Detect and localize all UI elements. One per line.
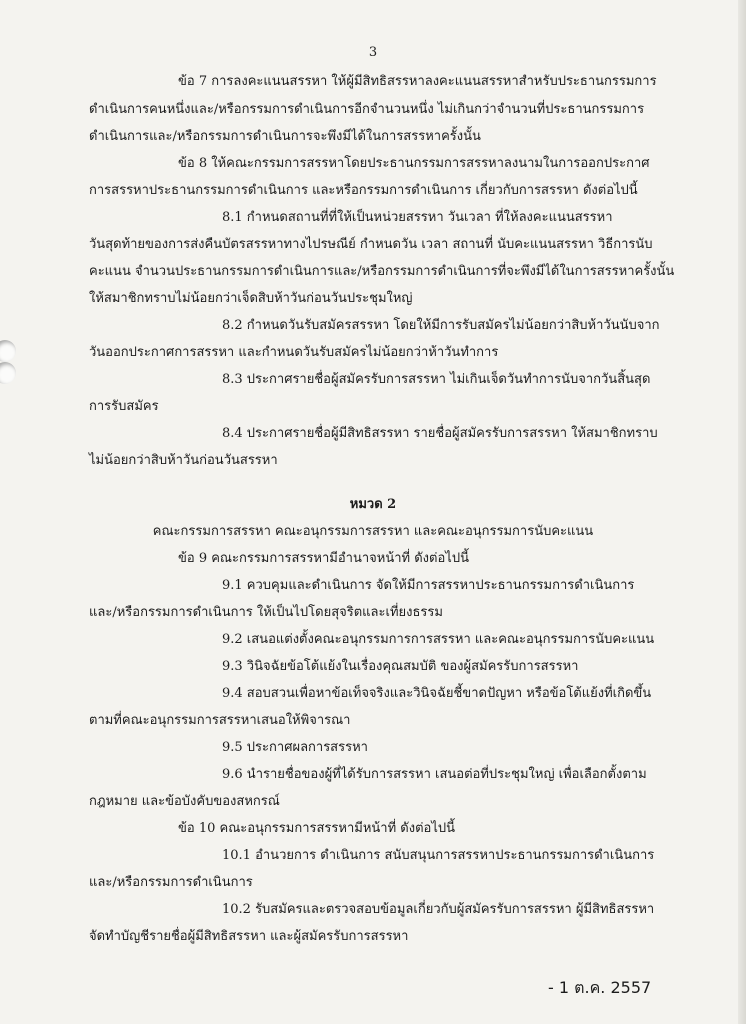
punch-hole-bottom <box>0 362 16 384</box>
clause-9-1-line-2: และ/หรือกรรมการดำเนินการ ให้เป็นไปโดยสุจริตและเที่ยงธรรม <box>89 605 443 620</box>
clause-10-line-1: ข้อ 10 คณะอนุกรรมการสรรหามีหน้าที่ ดังต่อไปนี้ <box>178 821 456 836</box>
clause-10-1-line-1: 10.1 อำนวยการ ดำเนินการ สนับสนุนการสรรหาประธานกรรมการดำเนินการ <box>222 848 655 863</box>
clause-9-4-line-2: ตามที่คณะอนุกรรมการสรรหาเสนอให้พิจารณา <box>89 713 351 728</box>
chapter-heading: หมวด 2 <box>349 497 397 512</box>
clause-7-line-2: ดำเนินการคนหนึ่งและ/หรือกรรมการดำเนินการอีกจำนวนหนึ่ง ไม่เกินกว่าจำนวนที่ประธานกรรมการ <box>89 102 645 117</box>
clause-8-1-line-2: วันสุดท้ายของการส่งคืนบัตรสรรหาทางไปรษณีย์ กำหนดวัน เวลา สถานที่ นับคะแนนสรรหา วิธีการนับ <box>89 237 653 252</box>
clause-8-1-line-4: ให้สมาชิกทราบไม่น้อยกว่าเจ็ดสิบห้าวันก่อนวันประชุมใหญ่ <box>89 291 413 306</box>
clause-9-6-line-1: 9.6 นำรายชื่อของผู้ที่ได้รับการสรรหา เสนอต่อที่ประชุมใหญ่ เพื่อเลือกตั้งตาม <box>222 767 647 782</box>
clause-8-line-1: ข้อ 8 ให้คณะกรรมการสรรหาโดยประธานกรรมการสรรหาลงนามในการออกประกาศ <box>178 156 650 171</box>
clause-9-3: 9.3 วินิจฉัยข้อโต้แย้งในเรื่องคุณสมบัติ ของผู้สมัครรับการสรรหา <box>222 659 579 674</box>
clause-8-2-line-1: 8.2 กำหนดวันรับสมัครสรรหา โดยให้มีการรับสมัครไม่น้อยกว่าสิบห้าวันนับจาก <box>222 318 660 333</box>
clause-10-1-line-2: และ/หรือกรรมการดำเนินการ <box>89 875 253 890</box>
clause-8-2-line-2: วันออกประกาศการสรรหา และกำหนดวันรับสมัครไม่น้อยกว่าห้าวันทำการ <box>89 345 499 360</box>
clause-7-line-3: ดำเนินการและ/หรือกรรมการดำเนินการจะพึงมีได้ในการสรรหาครั้งนั้น <box>89 129 481 144</box>
clause-8-4-line-1: 8.4 ประกาศรายชื่อผู้มีสิทธิสรรหา รายชื่อผู้สมัครรับการสรรหา ให้สมาชิกทราบ <box>222 426 658 441</box>
chapter-subheading: คณะกรรมการสรรหา คณะอนุกรรมการสรรหา และคณะอนุกรรมการนับคะแนน <box>152 524 594 539</box>
punch-hole-top <box>0 340 16 362</box>
clause-9-1-line-1: 9.1 ควบคุมและดำเนินการ จัดให้มีการสรรหาประธานกรรมการดำเนินการ <box>222 578 635 593</box>
clause-9-6-line-2: กฎหมาย และข้อบังคับของสหกรณ์ <box>89 794 280 809</box>
clause-8-3-line-2: การรับสมัคร <box>89 399 159 414</box>
clause-8-1-line-1: 8.1 กำหนดสถานที่ที่ให้เป็นหน่วยสรรหา วันเวลา ที่ให้ลงคะแนนสรรหา <box>222 210 613 225</box>
clause-8-4-line-2: ไม่น้อยกว่าสิบห้าวันก่อนวันสรรหา <box>89 453 278 468</box>
date-stamp: - 1 ต.ค. 2557 <box>548 978 652 997</box>
clause-9-4-line-1: 9.4 สอบสวนเพื่อหาข้อเท็จจริงและวินิจฉัยชี้ขาดปัญหา หรือข้อโต้แย้งที่เกิดขึ้น <box>222 686 652 701</box>
clause-10-2-line-1: 10.2 รับสมัครและตรวจสอบข้อมูลเกี่ยวกับผู้สมัครรับการสรรหา ผู้มีสิทธิสรรหา <box>222 902 655 917</box>
clause-8-1-line-3: คะแนน จำนวนประธานกรรมการดำเนินการและ/หรือกรรมการดำเนินการที่จะพึงมีได้ในการสรรหาครั้งนั้น <box>89 264 675 279</box>
clause-9-line-1: ข้อ 9 คณะกรรมการสรรหามีอำนาจหน้าที่ ดังต่อไปนี้ <box>178 551 469 566</box>
clause-9-5: 9.5 ประกาศผลการสรรหา <box>222 740 368 755</box>
clause-8-3-line-1: 8.3 ประกาศรายชื่อผู้สมัครรับการสรรหา ไม่เกินเจ็ดวันทำการนับจากวันสิ้นสุด <box>222 372 651 387</box>
clause-9-2: 9.2 เสนอแต่งตั้งคณะอนุกรรมการการสรรหา และคณะอนุกรรมการนับคะแนน <box>222 632 655 647</box>
clause-8-line-2: การสรรหาประธานกรรมการดำเนินการ และหรือกรรมการดำเนินการ เกี่ยวกับการสรรหา ดังต่อไปนี้ <box>89 183 638 198</box>
clause-10-2-line-2: จัดทำบัญชีรายชื่อผู้มีสิทธิสรรหา และผู้สมัครรับการสรรหา <box>89 929 409 944</box>
page-number: 3 <box>368 45 378 60</box>
clause-7-line-1: ข้อ 7 การลงคะแนนสรรหา ให้ผู้มีสิทธิสรรหาลงคะแนนสรรหาสำหรับประธานกรรมการ <box>178 74 657 89</box>
